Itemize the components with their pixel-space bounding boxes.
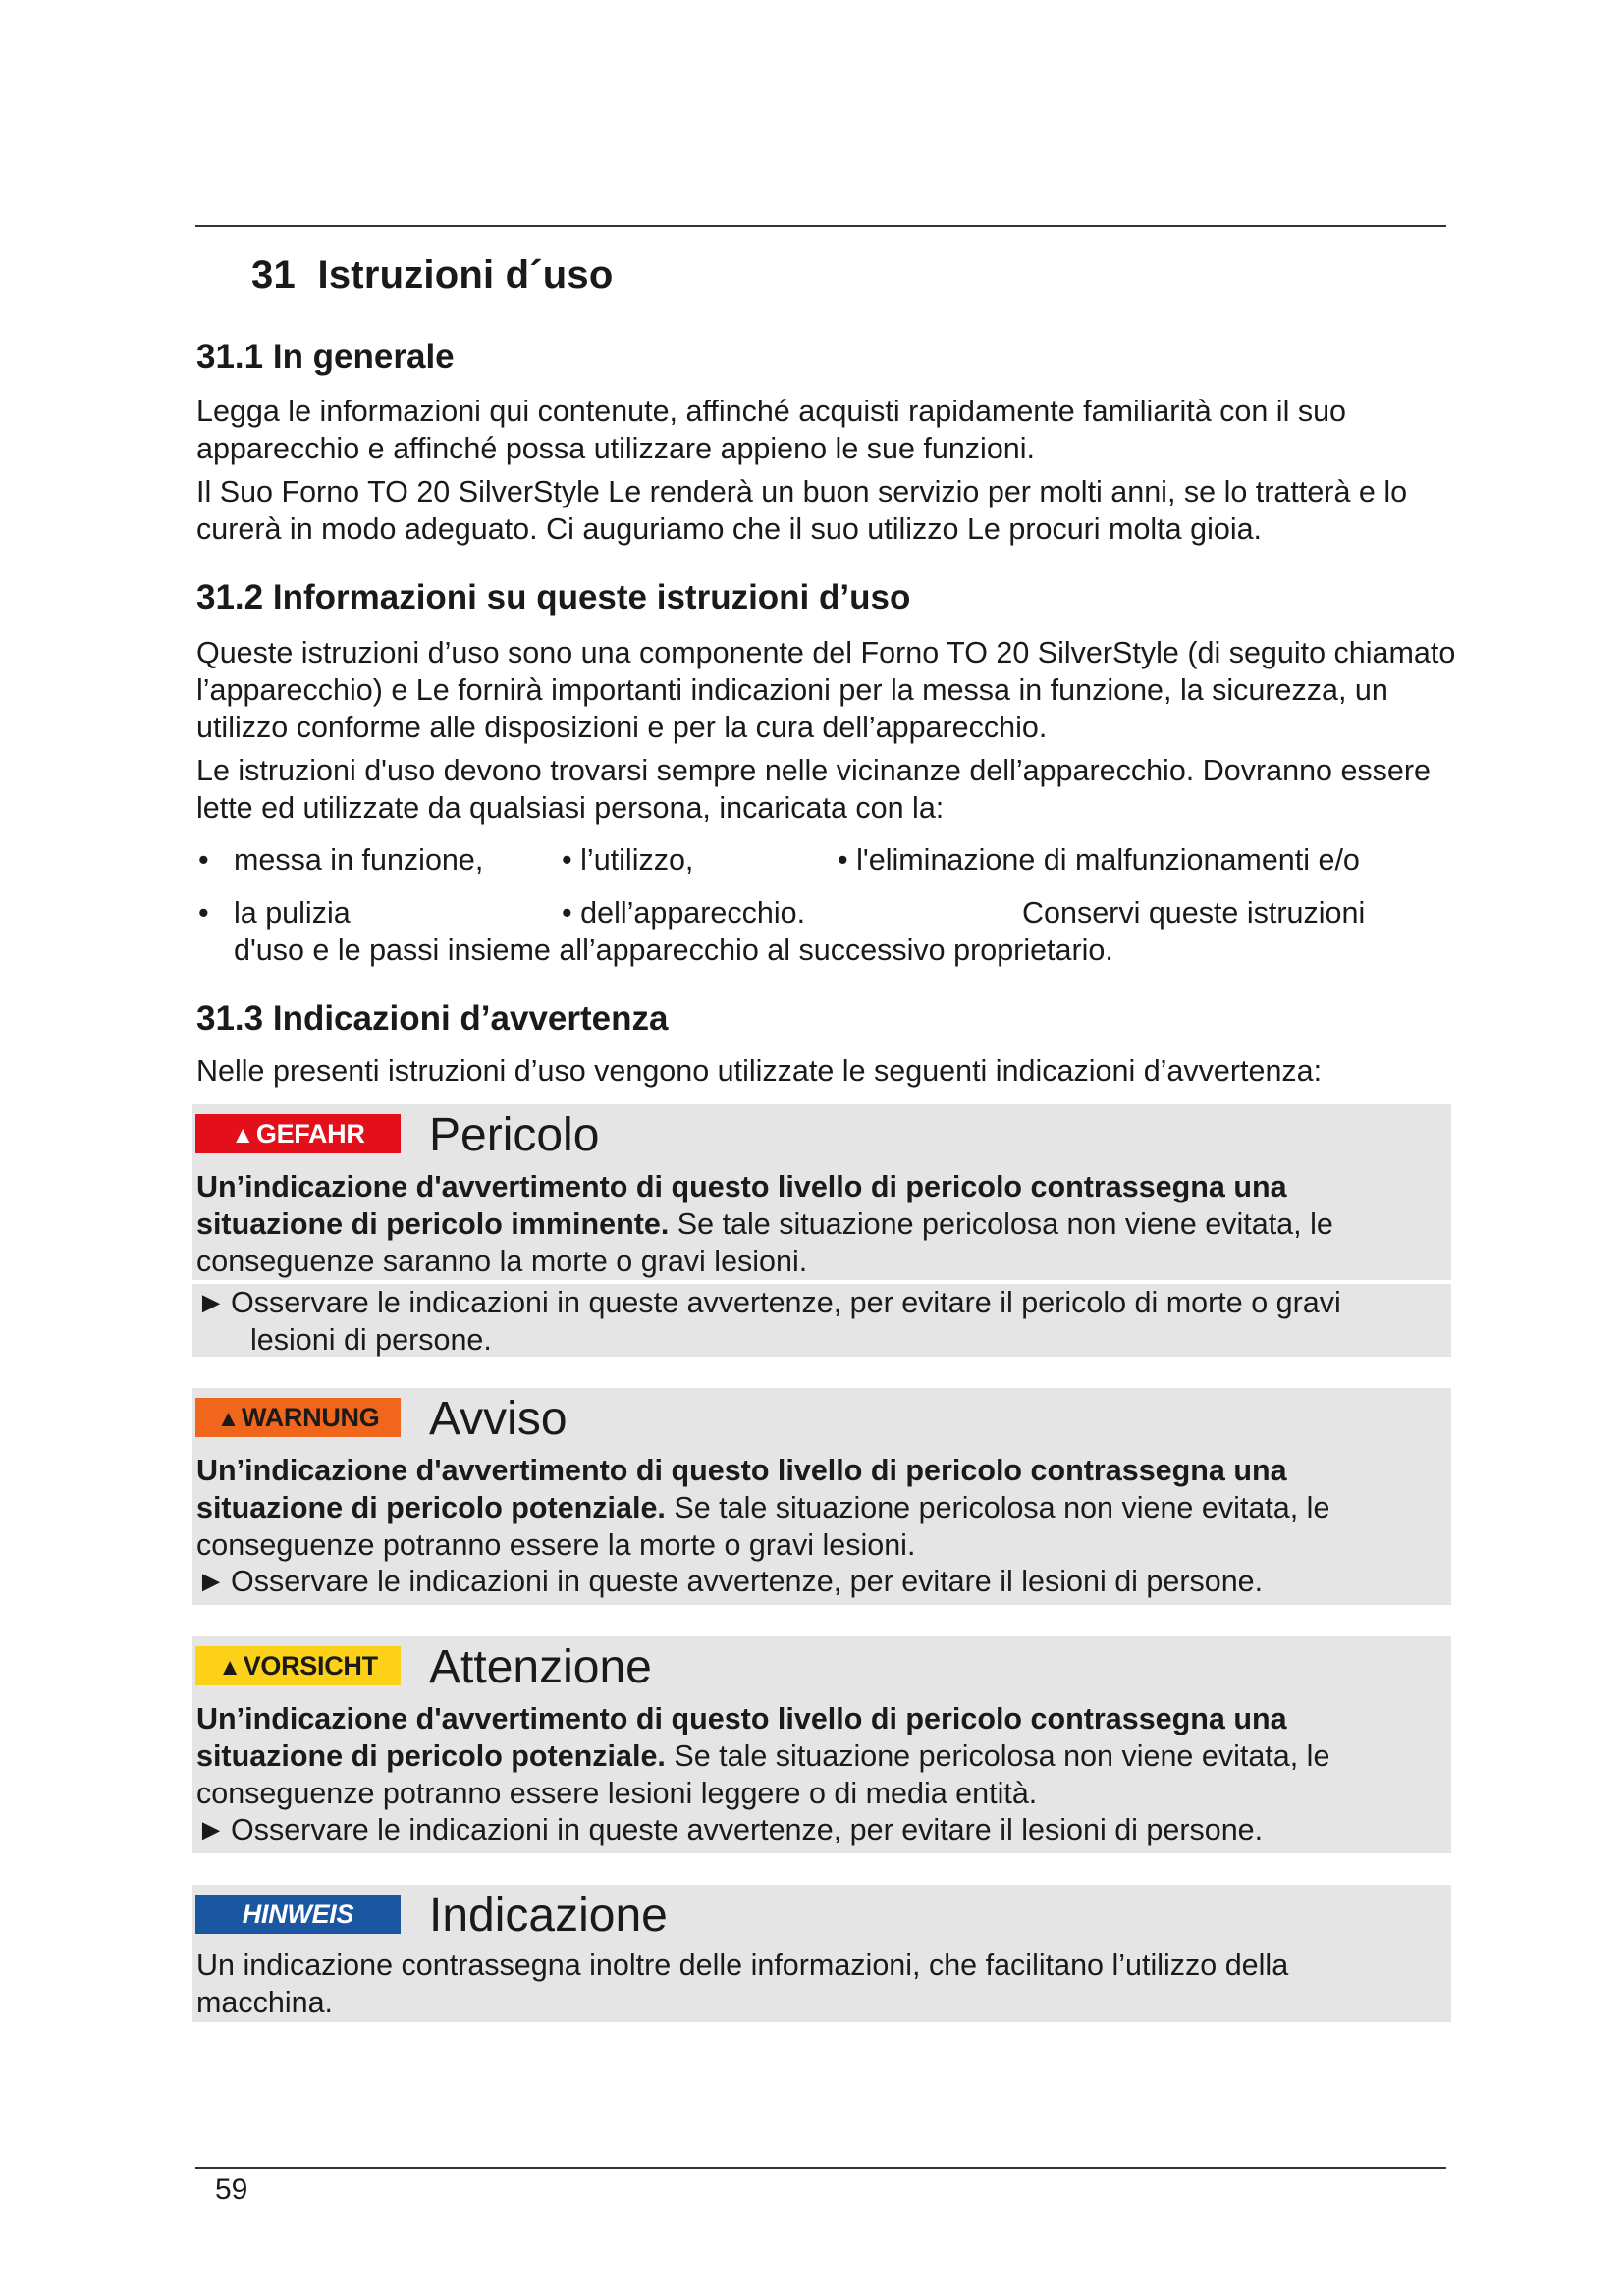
- warning-header: [192, 1388, 1451, 1459]
- warning-action-text: Osservare le indicazioni in queste avvertenze, per evitare il lesioni di persone.: [231, 1565, 1264, 1598]
- general-paragraph-1: Legga le informazioni qui contenute, affinché acquisti rapidamente familiarità con il suo apparecchio e affinché possa utilizzare appieno le sue funzioni.: [196, 395, 1346, 465]
- notice-header: [192, 1885, 1451, 1955]
- warnings-intro: Nelle presenti istruzioni d’uso vengono utilizzate le seguenti indicazioni d’avvertenza:: [196, 1054, 1323, 1088]
- list-item: • dell’apparecchio.: [562, 896, 806, 930]
- general-paragraph-2: Il Suo Forno TO 20 SilverStyle Le renderà un buon servizio per molti anni, se lo tratterà e lo curerà in modo adeguato. Ci auguriamo che il suo utilizzo Le procuri molta gioia.: [196, 475, 1408, 546]
- danger-action-text: Osservare le indicazioni in queste avvertenze, per evitare il pericolo di morte o gravi: [231, 1286, 1341, 1319]
- section-heading-about: 31.2 Informazioni su queste istruzioni d’uso: [196, 578, 911, 616]
- warning-title: Avviso: [429, 1393, 568, 1445]
- danger-action: [196, 1284, 1424, 1359]
- bullet-marker: •: [198, 843, 209, 877]
- caution-action: [196, 1811, 1424, 1848]
- list-item: Conservi queste istruzioni: [1022, 896, 1366, 930]
- danger-description: [196, 1168, 1424, 1280]
- caution-description-bold: Un’indicazione d'avvertimento di questo livello di pericolo contrassegna una situazione di pericolo potenziale.: [196, 1702, 1287, 1773]
- caution-description-text: Se tale situazione pericolosa non viene evitata, le conseguenze potranno essere lesioni leggere o di media entità.: [196, 1739, 1330, 1810]
- caution-badge: [195, 1646, 401, 1685]
- danger-action-text-cont: lesioni di persone.: [250, 1323, 492, 1357]
- notice-box: [192, 1885, 1451, 2022]
- footer-rule: [195, 2167, 1446, 2169]
- caution-header: [192, 1636, 1451, 1707]
- notice-title: Indicazione: [429, 1890, 668, 1942]
- page-number: 59: [215, 2173, 248, 2206]
- warning-description-text: Se tale situazione pericolosa non viene evitata, le conseguenze potranno essere la morte o gravi lesioni.: [196, 1491, 1330, 1562]
- warning-box: [192, 1388, 1451, 1605]
- list-item: la pulizia: [234, 896, 351, 930]
- chapter-title: Istruzioni d´uso: [317, 253, 614, 296]
- warning-description-bold: Un’indicazione d'avvertimento di questo livello di pericolo contrassegna una situazione di pericolo potenziale.: [196, 1454, 1287, 1524]
- danger-description-text: Se tale situazione pericolosa non viene evitata, le conseguenze saranno la morte o gravi lesioni.: [196, 1207, 1333, 1278]
- danger-box: [192, 1104, 1451, 1357]
- caution-action-text: Osservare le indicazioni in queste avvertenze, per evitare il lesioni di persone.: [231, 1813, 1264, 1846]
- danger-badge: [195, 1114, 401, 1153]
- danger-badge-label: GEFAHR: [255, 1119, 365, 1148]
- about-paragraph-1: Queste istruzioni d’uso sono una componente del Forno TO 20 SilverStyle (di seguito chiamato l’apparecchio) e Le fornirà importanti indicazioni per la messa in funzione, la sicurezza, un utilizzo conforme alle disposizioni e per la cura dell’apparecchio.: [196, 636, 1456, 744]
- caution-description: [196, 1700, 1424, 1812]
- arrow-right-icon: ►: [196, 1286, 227, 1319]
- chapter-number: 31: [251, 253, 296, 296]
- warning-triangle-icon: ▲: [218, 1654, 242, 1681]
- list-item: • l’utilizzo,: [562, 843, 694, 877]
- section-heading-warnings: 31.3 Indicazioni d’avvertenza: [196, 999, 669, 1038]
- list-item: • l'eliminazione di malfunzionamenti e/o: [838, 843, 1360, 877]
- danger-header: [192, 1104, 1451, 1175]
- header-rule: [195, 225, 1446, 227]
- list-item: messa in funzione,: [234, 843, 484, 877]
- arrow-right-icon: ►: [196, 1813, 227, 1846]
- chapter-heading: [251, 253, 614, 297]
- warning-badge-label: WARNUNG: [242, 1403, 380, 1432]
- caution-title: Attenzione: [429, 1641, 652, 1693]
- warning-badge: [195, 1398, 401, 1437]
- arrow-right-icon: ►: [196, 1565, 227, 1598]
- bullet-marker: •: [198, 896, 209, 930]
- caution-box: [192, 1636, 1451, 1853]
- notice-description: Un indicazione contrassegna inoltre delle informazioni, che facilitano l’utilizzo della macchina.: [196, 1949, 1289, 2019]
- warning-triangle-icon: ▲: [231, 1122, 254, 1148]
- about-paragraph-2: Le istruzioni d'uso devono trovarsi sempre nelle vicinanze dell’apparecchio. Dovranno essere lette ed utilizzate da qualsiasi persona, incaricata con la:: [196, 754, 1432, 825]
- section-heading-general: 31.1 In generale: [196, 338, 455, 376]
- list-item-continuation: d'uso e le passi insieme all’apparecchio al successivo proprietario.: [234, 934, 1113, 967]
- warning-description: [196, 1452, 1424, 1564]
- danger-description-bold: Un’indicazione d'avvertimento di questo livello di pericolo contrassegna una situazione di pericolo imminente.: [196, 1170, 1287, 1241]
- caution-badge-label: VORSICHT: [243, 1651, 378, 1681]
- notice-badge: HINWEIS: [195, 1895, 401, 1934]
- warning-triangle-icon: ▲: [216, 1406, 241, 1432]
- danger-title: Pericolo: [429, 1109, 600, 1161]
- warning-action: [196, 1563, 1424, 1600]
